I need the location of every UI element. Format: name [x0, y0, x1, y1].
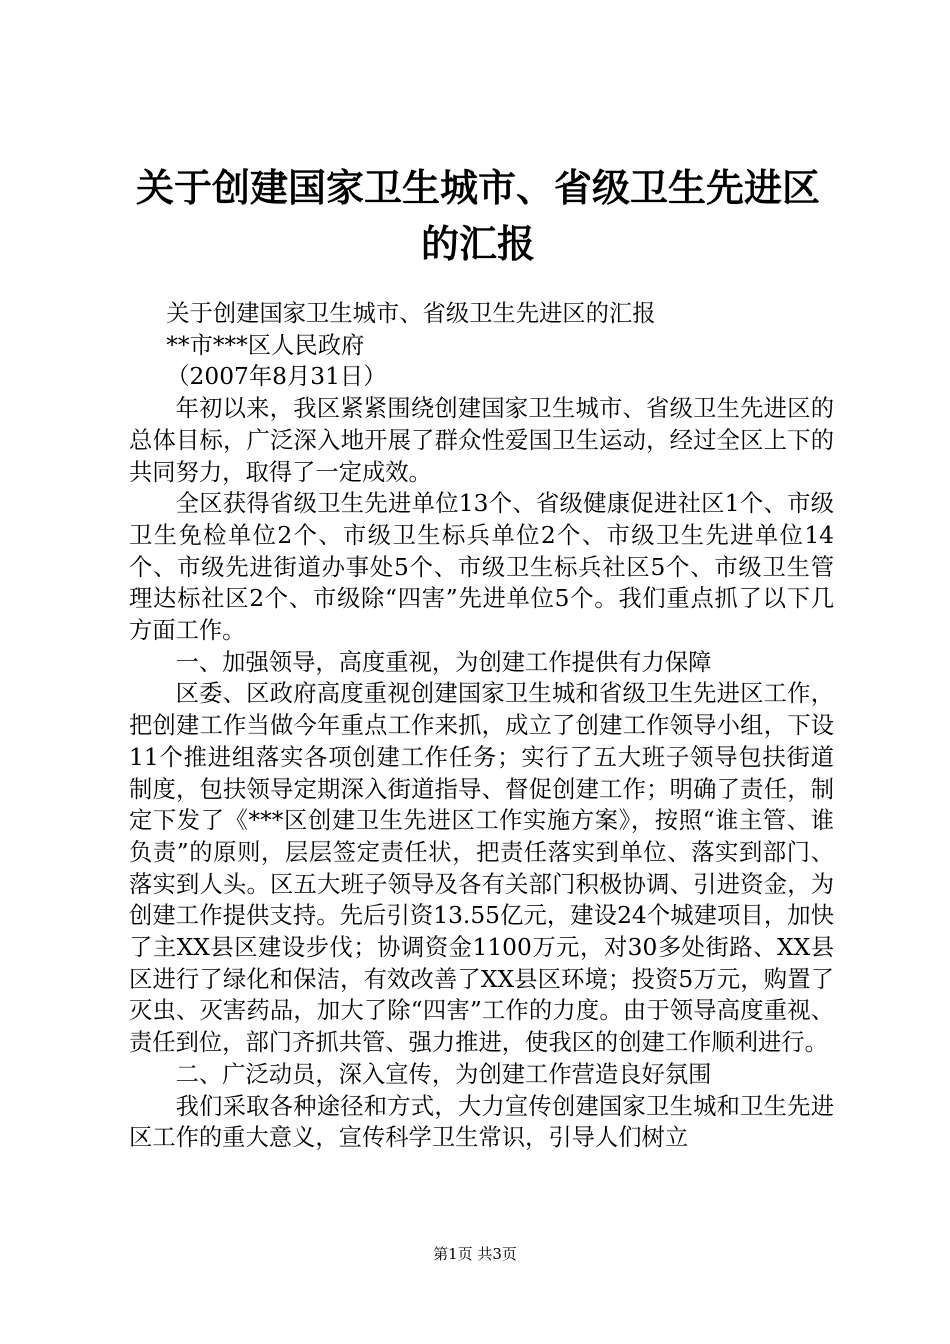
section-heading: 一、加强领导，高度重视，为创建工作提供有力保障	[175, 648, 712, 676]
section-heading: 二、广泛动员，深入宣传，为创建工作营造良好氛围	[175, 1060, 712, 1088]
page-number-footer: 第1页 共3页	[433, 1245, 517, 1263]
document-date: （2007年8月31日）	[166, 363, 387, 391]
body-paragraph: 我们采取各种途径和方式，大力宣传创建国家卫生城和卫生先进区工作的重大意义，宣传科学卫生常识，引导人们树立	[129, 1092, 834, 1152]
issuing-authority: **市***区人民政府	[166, 331, 365, 359]
body-paragraph: 年初以来，我区紧紧围绕创建国家卫生城市、省级卫生先进区的总体目标，广泛深入地开展了群众性爱国卫生运动，经过全区上下的共同努力，取得了一定成效。	[129, 395, 834, 486]
body-paragraph: 全区获得省级卫生先进单位13个、省级健康促进社区1个、市级卫生免检单位2个、市级卫生标兵单位2个、市级卫生先进单位14个、市级先进街道办事处5个、市级卫生标兵社区5个、市级卫生管理达标社区2个、市级除“四害”先进单位5个。我们重点抓了以下几方面工作。	[129, 490, 834, 645]
body-paragraph: 区委、区政府高度重视创建国家卫生城和省级卫生先进区工作，把创建工作当做今年重点工作来抓，成立了创建工作领导小组，下设11个推进组落实各项创建工作任务；实行了五大班子领导包扶街道制度，包扶领导定期深入街道指导、督促创建工作；明确了责任，制定下发了《***区创建卫生先进区工作实施方案》，按照“谁主管、谁负责”的原则，层层签定责任状，把责任落实到单位、落实到部门、落实到人头。区五大班子领导及各有关部门积极协调、引进资金，为创建工作提供支持。先后引资13.55亿元，建设24个城建项目，加快了主XX县区建设步伐；协调资金1100万元，对30多处街路、XX县区进行了绿化和保洁，有效改善了XX县区环境；投资5万元，购置了灭虫、灭害药品，加大了除“四害”工作的力度。由于领导高度重视、责任到位，部门齐抓共管、强力推进，使我区的创建工作顺利进行。	[129, 680, 834, 1057]
document-body	[129, 298, 834, 1154]
body-heading: 关于创建国家卫生城市、省级卫生先进区的汇报	[166, 300, 656, 327]
document-title: 关于创建国家卫生城市、省级卫生先进区的汇报	[135, 165, 820, 266]
